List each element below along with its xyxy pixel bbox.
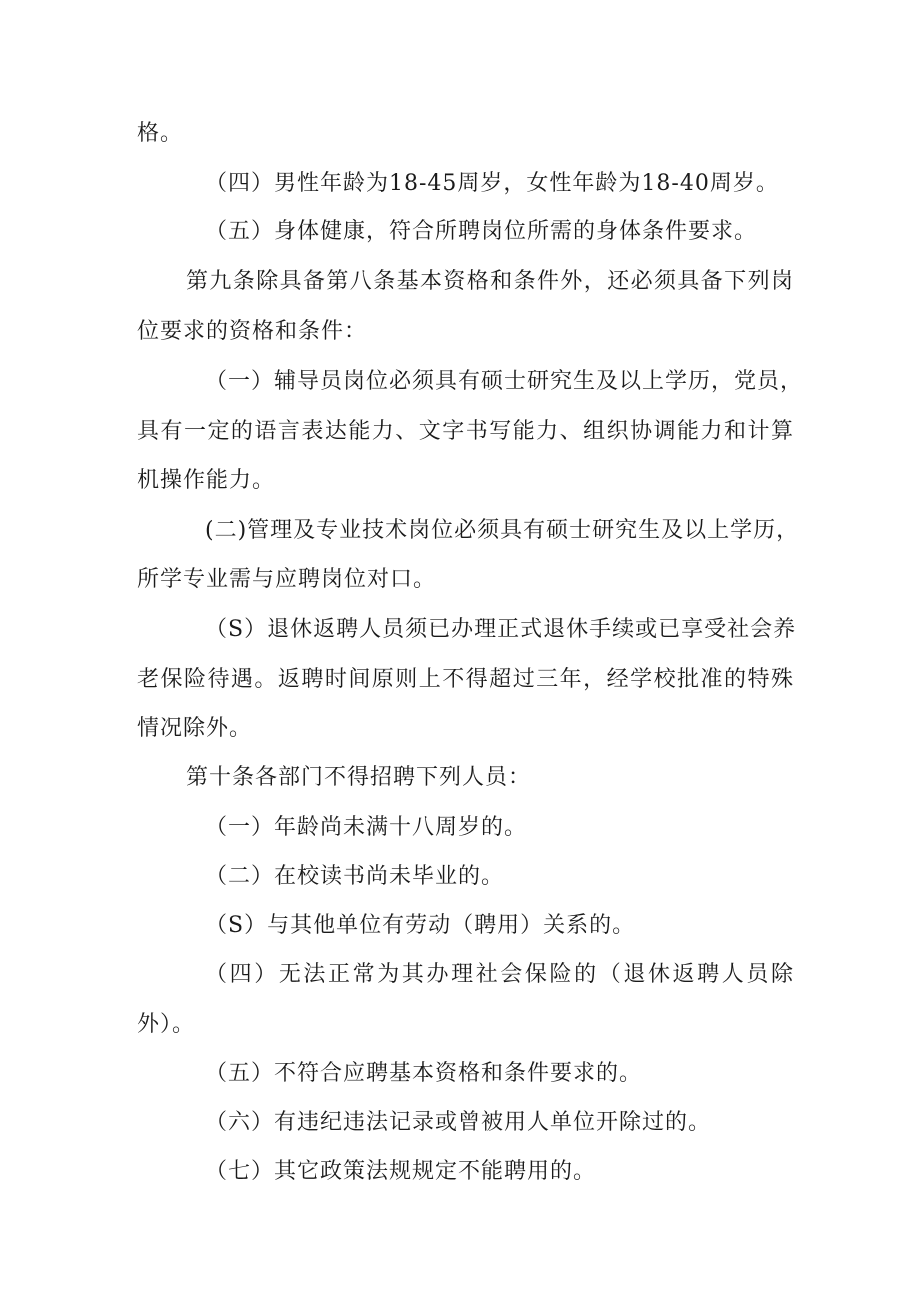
text-line: （S）与其他单位有劳动（聘用）关系的。 [205, 913, 636, 938]
text-line: 第九条除具备第八条基本资格和条件外，还必须具备下列岗 [186, 269, 794, 294]
text-line: 机操作能力。 [137, 468, 276, 493]
text-line: （五）身体健康，符合所聘岗位所需的身体条件要求。 [205, 219, 758, 244]
text-line: 所学专业需与应聘岗位对口。 [137, 567, 437, 592]
text-line: 老保险待遇。返聘时间原则上不得超过三年，经学校批准的特殊 [137, 667, 794, 692]
text-line: 情况除外。 [137, 716, 253, 741]
text-line: 外）。 [137, 1012, 196, 1037]
text-line: （四）男性年龄为18-45周岁，女性年龄为18-40周岁。 [205, 171, 779, 196]
text-line: 位要求的资格和条件： [137, 319, 368, 344]
text-line: （二）在校读书尚未毕业的。 [205, 864, 505, 889]
text-line: （S）退休返聘人员须已办理正式退休手续或已享受社会养 [205, 617, 797, 642]
text-line: （七）其它政策法规规定不能聘用的。 [205, 1159, 597, 1184]
text-line: （一）辅导员岗位必须具有硕士研究生及以上学历，党员， [205, 369, 804, 394]
text-line: （五）不符合应聘基本资格和条件要求的。 [205, 1061, 643, 1086]
text-line: （六）有违纪违法记录或曾被用人单位开除过的。 [205, 1110, 712, 1135]
text-line: 具有一定的语言表达能力、文字书写能力、组织协调能力和计算 [137, 419, 794, 444]
text-line: （一）年龄尚未满十八周岁的。 [205, 815, 528, 840]
text-line: 格。 [137, 121, 184, 146]
text-line: （四）无法正常为其办理社会保险的（退休返聘人员除 [205, 962, 794, 987]
text-line: 第十条各部门不得招聘下列人员： [186, 765, 532, 790]
text-line: (二)管理及专业技术岗位必须具有硕士研究生及以上学历， [205, 518, 800, 543]
